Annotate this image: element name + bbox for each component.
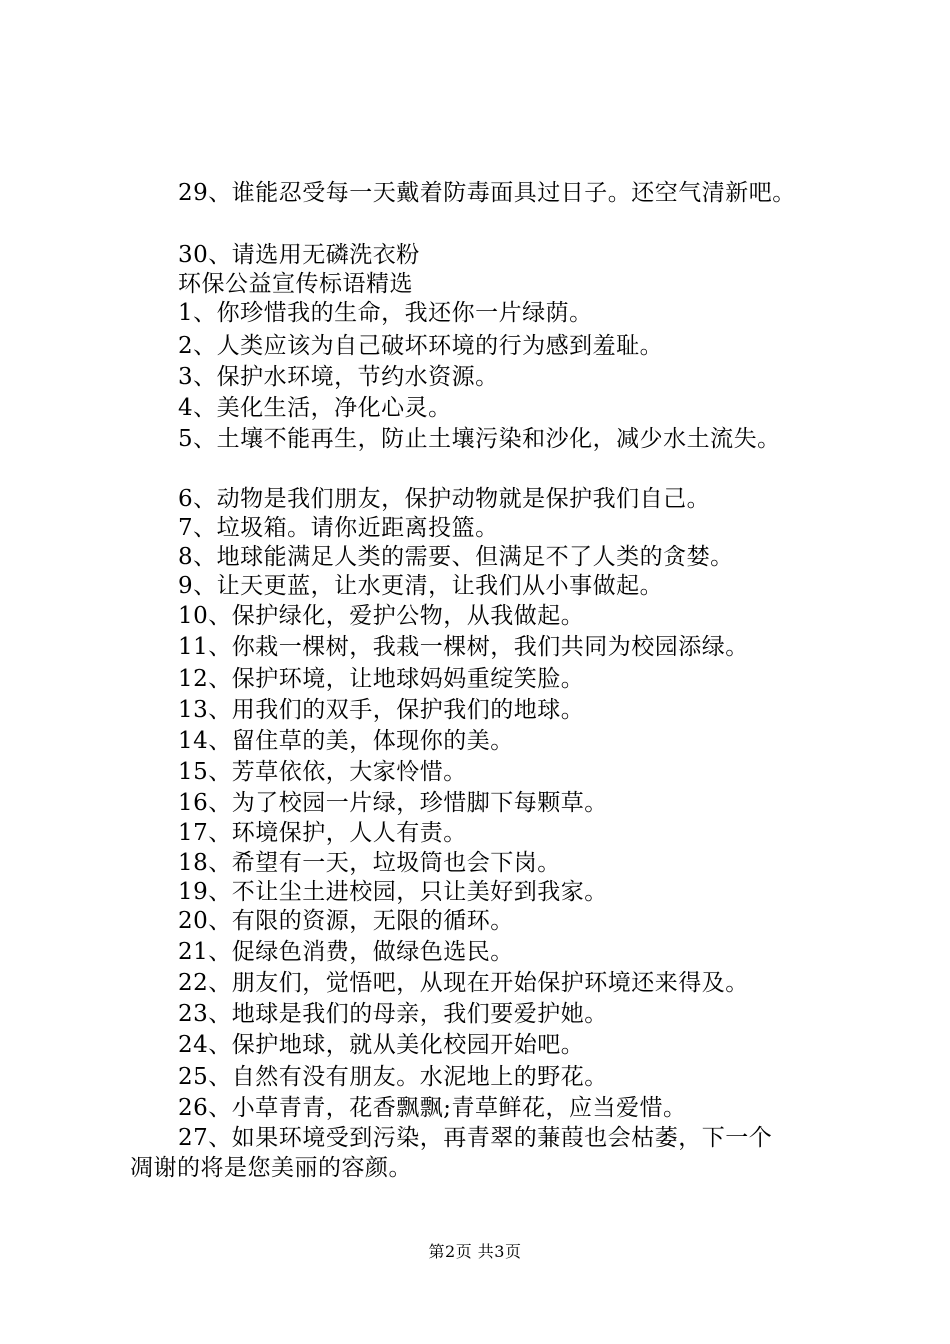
text-line-25: 25、自然有没有朋友。水泥地上的野花。: [178, 1064, 608, 1090]
text-line-2: 2、人类应该为自己破坏环境的行为感到羞耻。: [178, 333, 664, 359]
text-line-24: 24、保护地球，就从美化校园开始吧。: [178, 1032, 585, 1058]
text-line-22: 22、朋友们，觉悟吧，从现在开始保护环境还来得及。: [178, 970, 749, 996]
text-line-19: 19、不让尘土进校园，只让美好到我家。: [178, 879, 608, 905]
text-line-16: 16、为了校园一片绿，珍惜脚下每颗草。: [178, 790, 608, 816]
text-line-1: 1、你珍惜我的生命，我还你一片绿荫。: [178, 300, 593, 326]
text-line-8: 8、地球能满足人类的需要、但满足不了人类的贪婪。: [178, 544, 734, 570]
text-line-26: 26、小草青青，花香飘飘;青草鲜花，应当爱惜。: [178, 1095, 687, 1121]
text-line-27: 27、如果环境受到污染，再青翠的蒹葭也会枯萎，下一个: [178, 1125, 773, 1151]
text-line-3: 3、保护水环境，节约水资源。: [178, 364, 499, 390]
text-line-7: 7、垃圾箱。请你近距离投篮。: [178, 515, 499, 541]
text-line-13: 13、用我们的双手，保护我们的地球。: [178, 697, 585, 723]
text-line-30: 30、请选用无磷洗衣粉: [178, 242, 420, 268]
text-line-27-continued: 凋谢的将是您美丽的容颜。: [130, 1155, 412, 1181]
text-line-9: 9、让天更蓝，让水更清，让我们从小事做起。: [178, 573, 664, 599]
text-line-23: 23、地球是我们的母亲，我们要爱护她。: [178, 1001, 608, 1027]
text-line-14: 14、留住草的美，体现你的美。: [178, 728, 514, 754]
text-line-21: 21、促绿色消费，做绿色选民。: [178, 939, 514, 965]
section-heading: 环保公益宣传标语精选: [178, 271, 413, 297]
text-line-29: 29、谁能忍受每一天戴着防毒面具过日子。还空气清新吧。: [178, 180, 796, 206]
page-footer: 第2页 共3页: [428, 1242, 522, 1261]
text-line-12: 12、保护环境，让地球妈妈重绽笑脸。: [178, 666, 585, 692]
text-line-18: 18、希望有一天，垃圾筒也会下岗。: [178, 850, 561, 876]
text-line-15: 15、芳草依依，大家怜惜。: [178, 759, 467, 785]
text-line-10: 10、保护绿化，爱护公物，从我做起。: [178, 603, 585, 629]
text-line-20: 20、有限的资源，无限的循环。: [178, 908, 514, 934]
text-line-6: 6、动物是我们朋友，保护动物就是保护我们自己。: [178, 486, 711, 512]
text-line-5: 5、土壤不能再生，防止土壤污染和沙化，减少水土流失。: [178, 426, 781, 452]
text-line-11: 11、你栽一棵树，我栽一棵树，我们共同为校园添绿。: [178, 634, 749, 660]
text-line-17: 17、环境保护，人人有责。: [178, 820, 467, 846]
text-line-4: 4、美化生活，净化心灵。: [178, 395, 452, 421]
